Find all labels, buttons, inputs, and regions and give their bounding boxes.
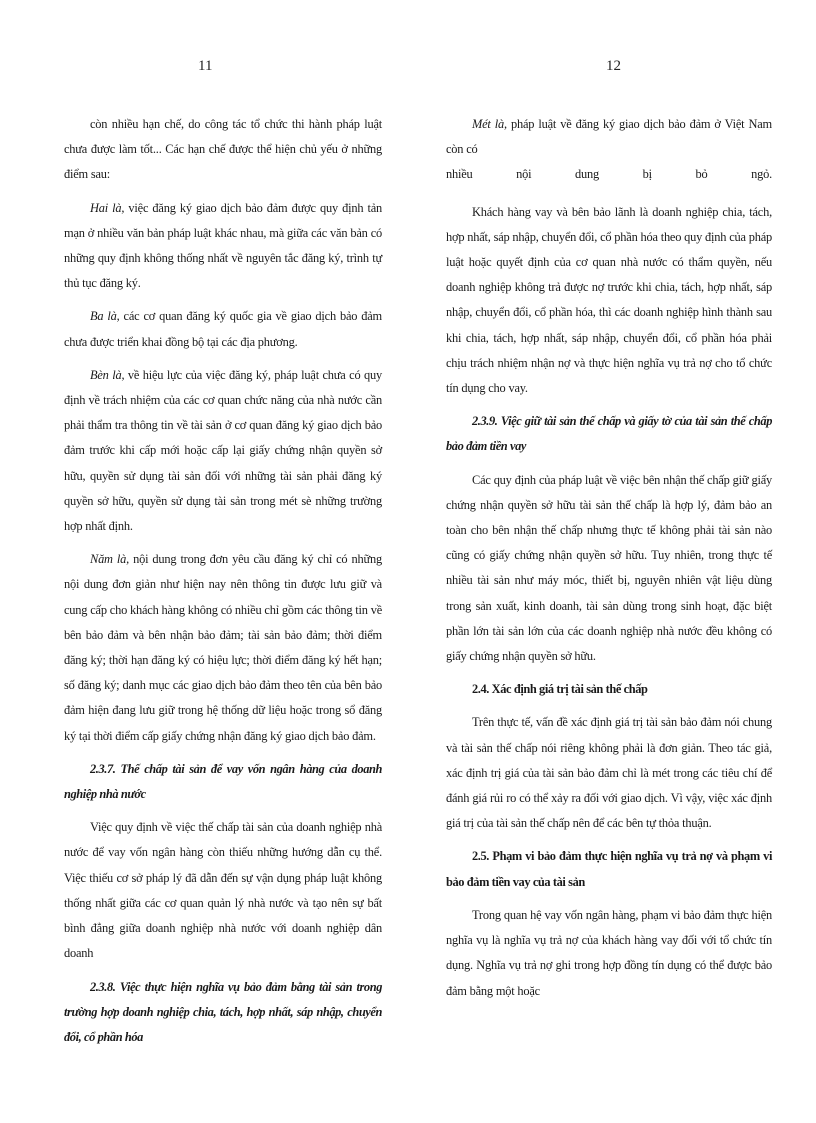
left-page-number: 11 [198, 58, 213, 74]
section-heading-2-4: 2.4. Xác định giá trị tài sản thế chấp [472, 682, 648, 697]
paragraph: Trong quan hệ vay vốn ngân hàng, phạm vi bảo đảm thực hiện nghĩa vụ là nghĩa vụ trả nợ của khách hàng vay đối với tổ chức tín dụng. Nghĩa vụ trả nợ ghi trong hợp đồng tín dụng có thể được bảo đảm bằng một hoặc [446, 907, 772, 998]
section-heading-2-3-9: 2.3.9. Việc giữ tài sản thế chấp và giấy tờ của tài sản thế chấp bảo đảm tiền vay [446, 414, 772, 454]
paragraph-lead: Mét là, [472, 117, 507, 131]
paragraph: Việc quy định về việc thế chấp tài sản của doanh nghiệp nhà nước để vay vốn ngân hàng còn thiếu những hướng dẫn cụ thể. Việc thiếu cơ sở pháp lý đã dẫn đến sự vận dụng pháp luật không thống nhất giữa các cơ quan quản lý nhà nước và tạo nên sự bất bình đẳng giữa doanh nghiệp nhà nước với doanh nghiệp dân doanh [64, 820, 382, 961]
paragraph-text: pháp luật về đăng ký giao dịch bảo đảm ở Việt Nam còn có [446, 117, 772, 157]
paragraph: còn nhiều hạn chế, do công tác tổ chức thi hành pháp luật chưa được làm tốt... Các hạn chế được thể hiện chủ yếu ở những điểm sau: [64, 117, 382, 182]
paragraph-lead: Năm là, [90, 552, 130, 567]
paragraph-text: nội dung trong đơn yêu cầu đăng ký chỉ có những nội dung đơn giản như hiện nay nên thông tin được lưu giữ và cung cấp cho khách hàng không có nhiều chỉ gồm các thông tin về bên bảo đảm và bên nhận bảo đảm; tài sản bảo đảm; thời điểm đăng ký; thời hạn đăng ký có hiệu lực; thời điểm đăng ký hết hạn; số đăng ký; danh mục các giao dịch bảo đảm theo tên của bên bảo đảm hiện đang lưu giữ trong hệ thống dữ liệu hoặc trong sổ đăng ký tại thời điểm cấp giấy chứng nhận đăng ký giao dịch bảo đảm. [64, 552, 382, 743]
section-heading-2-5: 2.5. Phạm vi bảo đảm thực hiện nghĩa vụ trả nợ và phạm vi bảo đảm tiền vay của tài sản [446, 849, 772, 889]
paragraph-text: việc đăng ký giao dịch bảo đảm được quy định tản mạn ở nhiều văn bản pháp luật khác nhau, mà giữa các văn bản có những quy định không thống nhất về nguyên tắc đăng ký, trình tự thủ tục đăng ký. [64, 200, 382, 291]
paragraph [446, 112, 772, 162]
section-heading-2-3-7: 2.3.7. Thế chấp tài sản để vay vốn ngân hàng của doanh nghiệp nhà nước [64, 761, 382, 802]
paragraph [64, 547, 382, 749]
paragraph-line: nhiều nội dung bị bỏ ngỏ. [446, 167, 772, 182]
paragraph-lead: Bèn là, [90, 367, 125, 382]
paragraph [64, 304, 382, 354]
section-heading-2-3-8: 2.3.8. Việc thực hiện nghĩa vụ bảo đảm bằng tài sản trong trường hợp doanh nghiệp chia, tách, hợp nhất, sáp nhập, chuyển đổi, cổ phần hóa [64, 979, 382, 1044]
paragraph-lead: Hai là, [90, 200, 125, 215]
right-column [446, 112, 772, 1012]
paragraph [64, 363, 382, 539]
paragraph: Các quy định của pháp luật về việc bên nhận thế chấp giữ giấy chứng nhận quyền sở hữu tài sản thế chấp là hợp lý, đảm bảo an toàn cho bên nhận thế chấp nhưng thực tế không phải tài sản nào cũng có giấy chứng nhận quyền sở hữu. Tuy nhiên, trong thực tế nhiều tài sản như máy móc, thiết bị, nguyên nhiên vật liệu dùng trong sản xuất, kinh doanh, tài sản dùng trong sinh hoạt, đặc biệt phần lớn tài sản lớn của các doanh nghiệp nhà nước đều không có giấy chứng nhận quyền sở hữu. [446, 472, 772, 664]
paragraph [64, 196, 382, 297]
paragraph: Khách hàng vay và bên bảo lãnh là doanh nghiệp chia, tách, hợp nhất, sáp nhập, chuyển đổi, cổ phần hóa theo quy định của pháp luật hoặc quyết định của cơ quan nhà nước có thẩm quyền, nếu doanh nghiệp không trả được nợ trước khi chia, tách, hợp nhất, sáp nhập, chuyển đổi, cổ phần hóa, thì các doanh nghiệp hình thành sau khi chia, tách, hợp nhất, sáp nhập, chuyển đổi, cổ phần hóa phải chịu trách nhiệm nhận nợ và thực hiện nghĩa vụ trả nợ cho tổ chức tín dụng cho vay. [446, 204, 772, 396]
right-page-number: 12 [606, 58, 621, 74]
paragraph-lead: Ba là, [90, 309, 120, 324]
left-column [64, 112, 382, 1058]
paragraph: Trên thực tế, vấn đề xác định giá trị tài sản bảo đảm nói chung và tài sản thế chấp nói riêng không phải là đơn giản. Theo tác giả, xác định trị giá của tài sản bảo đảm chỉ là mét trong các tiêu chí để đánh giá rủi ro có thể xảy ra đối với giao dịch. Vì vậy, việc xác định giá trị của tài sản thế chấp nên để các bên tự thỏa thuận. [446, 715, 772, 831]
paragraph-text: các cơ quan đăng ký quốc gia về giao dịch bảo đảm chưa được triển khai đồng bộ tại các địa phương. [64, 309, 382, 349]
paragraph-text: về hiệu lực của việc đăng ký, pháp luật chưa có quy định về trách nhiệm của các cơ quan chức năng của nhà nước cần phải thẩm tra thông tin về tài sản ở cơ quan đăng ký giao dịch bảo đảm trước khi cấp mới hoặc cấp lại giấy chứng nhận quyền sở hữu, quyền sử dụng tài sản đối với những tài sản phải đăng ký quyền sở hữu, quyền sử dụng tài sản trong mét sè những trường hợp nhất định. [64, 367, 382, 534]
